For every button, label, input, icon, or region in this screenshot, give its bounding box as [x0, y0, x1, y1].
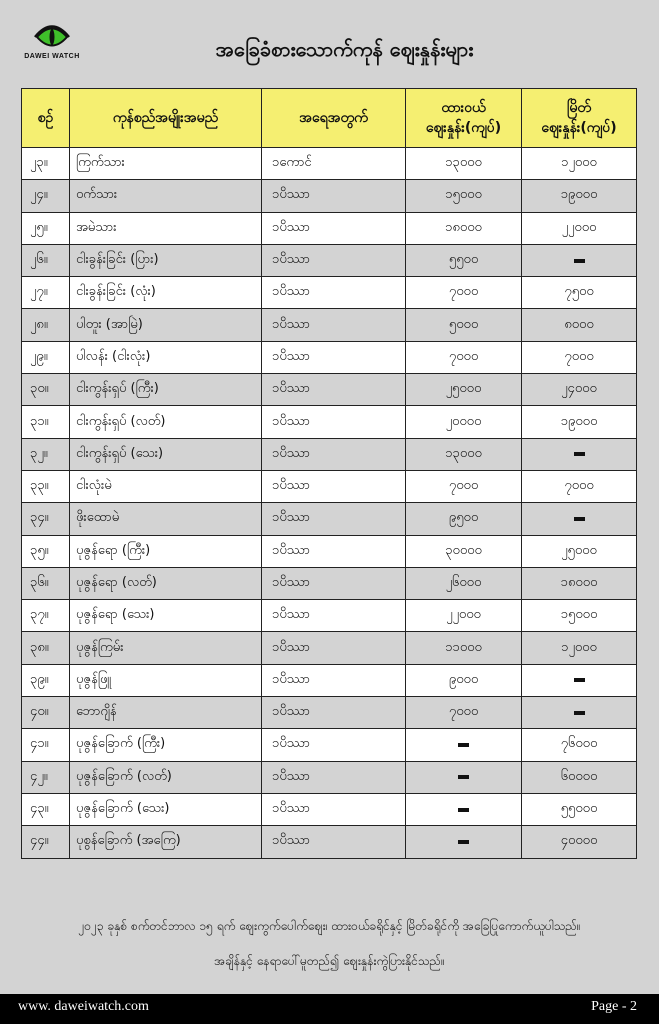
- item-name: ပုဇွန်ခြောက် (လတ်): [70, 761, 262, 793]
- table-body: [22, 148, 637, 859]
- dawei-price: ၇၀၀၀: [406, 341, 522, 373]
- myeik-price: ၈၀၀၀: [522, 309, 637, 341]
- item-name: ပုဇွန်ရော (ကြီး): [70, 535, 262, 567]
- table-row: [22, 374, 637, 406]
- item-name: ပုဇွန်ကြမ်း: [70, 632, 262, 664]
- item-name: ပုဇွန်ခြောက် (ကြီး): [70, 729, 262, 761]
- item-name: ငါးခွန်းခြင်း (ပြား): [70, 244, 262, 276]
- item-name: ပါတူး (အာမြဲ): [70, 309, 262, 341]
- no-data-dash: [574, 517, 585, 521]
- page-header: [0, 0, 659, 85]
- no-data-dash: [458, 775, 469, 779]
- item-name: ငါးလုံးမဲ: [70, 470, 262, 502]
- quantity-unit: ၁ပိဿာ: [262, 826, 406, 858]
- page-title: အခြေခံစားသောက်ကုန် ဈေးနှုန်းများ: [215, 37, 474, 61]
- item-name: ပါလန်း (ငါးလုံး): [70, 341, 262, 373]
- myeik-price: ၇၆၀၀၀: [522, 729, 637, 761]
- row-number: ၂၈။: [22, 309, 70, 341]
- dawei-price: ၉၅၀၀: [406, 503, 522, 535]
- table-row: [22, 277, 637, 309]
- col-header-unit: အရေအတွက်: [262, 89, 406, 148]
- quantity-unit: ၁ပိဿာ: [262, 470, 406, 502]
- myeik-price: ၁၈၀၀၀: [522, 567, 637, 599]
- table-row: [22, 470, 637, 502]
- page-footer: [0, 994, 659, 1024]
- myeik-price: ၄၀၀၀၀: [522, 826, 637, 858]
- row-number: ၃၁။: [22, 406, 70, 438]
- table-row: [22, 761, 637, 793]
- dawei-price: ၁၃၀၀၀: [406, 438, 522, 470]
- no-data-dash: [574, 452, 585, 456]
- row-number: ၄၁။: [22, 729, 70, 761]
- page-number: Page - 2: [591, 999, 637, 1014]
- myeik-price: ၁၂၀၀၀: [522, 632, 637, 664]
- table-row: [22, 180, 637, 212]
- row-number: ၂၃။: [22, 148, 70, 180]
- table-row: [22, 341, 637, 373]
- dawei-price: ၂၀၀၀၀: [406, 406, 522, 438]
- price-table: [21, 88, 637, 859]
- quantity-unit: ၁ပိဿာ: [262, 697, 406, 729]
- dawei-price: ၅၅၀၀: [406, 244, 522, 276]
- row-number: ၂၄။: [22, 180, 70, 212]
- table-row: [22, 793, 637, 825]
- myeik-price: ၂၄၀၀၀: [522, 374, 637, 406]
- website-link[interactable]: www. daweiwatch.com: [18, 999, 149, 1014]
- myeik-price: ၁၅၀၀၀: [522, 600, 637, 632]
- row-number: ၂၆။: [22, 244, 70, 276]
- row-number: ၃၃။: [22, 470, 70, 502]
- row-number: ၄၃။: [22, 793, 70, 825]
- no-data-dash: [574, 678, 585, 682]
- row-number: ၄၀။: [22, 697, 70, 729]
- myeik-price: ၁၉၀၀၀: [522, 406, 637, 438]
- dawei-price: [406, 826, 522, 858]
- col-header-myeik-price: မြိတ် ဈေးနှုန်း(ကျပ်): [522, 89, 637, 148]
- dawei-price: ၁၃၀၀၀: [406, 148, 522, 180]
- item-name: ဖိုးထောမဲ: [70, 503, 262, 535]
- no-data-dash: [458, 808, 469, 812]
- table-header-row: [22, 89, 637, 148]
- dawei-price: ၇၀၀၀: [406, 470, 522, 502]
- row-number: ၃၈။: [22, 632, 70, 664]
- note-disclaimer: အချိန်နှင့် နေရာပေါ်မူတည်၍ ဈေးနှုန်းကွဲပြားနိုင်သည်။: [214, 954, 445, 968]
- table-row: [22, 632, 637, 664]
- dawei-price: ၁၈၀၀၀: [406, 212, 522, 244]
- dawei-price: [406, 761, 522, 793]
- quantity-unit: ၁ပိဿာ: [262, 567, 406, 599]
- item-name: ငါးကွန်းရှပ် (လတ်): [70, 406, 262, 438]
- item-name: ကြက်သား: [70, 148, 262, 180]
- row-number: ၃၉။: [22, 664, 70, 696]
- col-header-no: စဉ်: [22, 89, 70, 148]
- quantity-unit: ၁ပိဿာ: [262, 309, 406, 341]
- quantity-unit: ၁ပိဿာ: [262, 341, 406, 373]
- myeik-price: ၁၂၀၀၀: [522, 148, 637, 180]
- table-row: [22, 212, 637, 244]
- quantity-unit: ၁ပိဿာ: [262, 503, 406, 535]
- row-number: ၂၇။: [22, 277, 70, 309]
- row-number: ၃၀။: [22, 374, 70, 406]
- myeik-price: ၂၅၀၀၀: [522, 535, 637, 567]
- quantity-unit: ၁ပိဿာ: [262, 244, 406, 276]
- dawei-price: ၁၅၀၀၀: [406, 180, 522, 212]
- myeik-price: ၆၀၀၀၀: [522, 761, 637, 793]
- table-row: [22, 309, 637, 341]
- no-data-dash: [458, 743, 469, 747]
- table-row: [22, 503, 637, 535]
- dawei-price: ၁၁၀၀၀: [406, 632, 522, 664]
- quantity-unit: ၁ပိဿာ: [262, 664, 406, 696]
- row-number: ၃၇။: [22, 600, 70, 632]
- row-number: ၂၅။: [22, 212, 70, 244]
- table-row: [22, 729, 637, 761]
- item-name: ပုဇွန်ရော (လတ်): [70, 567, 262, 599]
- row-number: ၃၂။: [22, 438, 70, 470]
- table-row: [22, 826, 637, 858]
- dawei-price: ၇၀၀၀: [406, 277, 522, 309]
- table-row: [22, 244, 637, 276]
- myeik-price: [522, 438, 637, 470]
- table-row: [22, 697, 637, 729]
- item-name: ပုဇွန်ခြောက် (သေး): [70, 793, 262, 825]
- no-data-dash: [574, 711, 585, 715]
- dawei-price: ၂၆၀၀၀: [406, 567, 522, 599]
- table-row: [22, 406, 637, 438]
- table-row: [22, 438, 637, 470]
- table-row: [22, 664, 637, 696]
- myeik-price: [522, 664, 637, 696]
- myeik-price: [522, 697, 637, 729]
- row-number: ၃၆။: [22, 567, 70, 599]
- myeik-price: ၇၅၀၀: [522, 277, 637, 309]
- dawei-price: [406, 793, 522, 825]
- row-number: ၂၉။: [22, 341, 70, 373]
- quantity-unit: ၁ပိဿာ: [262, 438, 406, 470]
- eye-icon: [34, 22, 70, 52]
- logo-text: DAWEI WATCH: [24, 53, 80, 60]
- logo: [22, 22, 82, 72]
- item-name: ငါးကွန်းရှပ် (ကြီး): [70, 374, 262, 406]
- myeik-price: [522, 244, 637, 276]
- quantity-unit: ၁ပိဿာ: [262, 406, 406, 438]
- quantity-unit: ၁ပိဿာ: [262, 374, 406, 406]
- dawei-price: ၂၅၀၀၀: [406, 374, 522, 406]
- myeik-price: ၇၀၀၀: [522, 470, 637, 502]
- item-name: အမဲသား: [70, 212, 262, 244]
- dawei-price: ၇၀၀၀: [406, 697, 522, 729]
- quantity-unit: ၁ပိဿာ: [262, 761, 406, 793]
- quantity-unit: ၁ပိဿာ: [262, 212, 406, 244]
- item-name: ပုစွန်ခြောက် (အကြေ): [70, 826, 262, 858]
- dawei-price: [406, 729, 522, 761]
- item-name: ငါးခွန်းခြင်း (လုံး): [70, 277, 262, 309]
- item-name: ပုဇွန်ဖြူ: [70, 664, 262, 696]
- myeik-price: ၅၅၀၀၀: [522, 793, 637, 825]
- no-data-dash: [574, 259, 585, 263]
- col-header-item: ကုန်စည်အမျိုးအမည်: [70, 89, 262, 148]
- item-name: ဝက်သား: [70, 180, 262, 212]
- col-header-dawei-price: ထားဝယ် ဈေးနှုန်း(ကျပ်): [406, 89, 522, 148]
- table-row: [22, 600, 637, 632]
- quantity-unit: ၁ပိဿာ: [262, 180, 406, 212]
- item-name: ပုဇွန်ရော (သေး): [70, 600, 262, 632]
- quantity-unit: ၁ပိဿာ: [262, 632, 406, 664]
- quantity-unit: ၁ပိဿာ: [262, 277, 406, 309]
- row-number: ၄၄။: [22, 826, 70, 858]
- dawei-price: ၉၀၀၀: [406, 664, 522, 696]
- dawei-price: ၂၂၀၀၀: [406, 600, 522, 632]
- row-number: ၃၅။: [22, 535, 70, 567]
- myeik-price: ၂၂၀၀၀: [522, 212, 637, 244]
- myeik-price: ၁၉၀၀၀: [522, 180, 637, 212]
- no-data-dash: [458, 840, 469, 844]
- table-row: [22, 535, 637, 567]
- quantity-unit: ၁ပိဿာ: [262, 600, 406, 632]
- table-row: [22, 567, 637, 599]
- dawei-price: ၅၀၀၀: [406, 309, 522, 341]
- dawei-price: ၃၀၀၀၀: [406, 535, 522, 567]
- quantity-unit: ၁ပိဿာ: [262, 729, 406, 761]
- note-source: ၂၀၂၃ ခုနှစ် စက်တင်ဘာလ ၁၅ ရက် ဈေးကွက်ပေါက်ဈေး၊ ထားဝယ်ခရိုင်နှင့် မြိတ်ခရိုင်ကို အခြေပြုကောက်ယူပါသည်။: [78, 919, 581, 933]
- item-name: ဘောဂျိန်: [70, 697, 262, 729]
- myeik-price: [522, 503, 637, 535]
- row-number: ၄၂။: [22, 761, 70, 793]
- quantity-unit: ၁ပိဿာ: [262, 793, 406, 825]
- item-name: ငါးကွန်းရှပ် (သေး): [70, 438, 262, 470]
- quantity-unit: ၁ပိဿာ: [262, 535, 406, 567]
- row-number: ၃၄။: [22, 503, 70, 535]
- quantity-unit: ၁ကောင်: [262, 148, 406, 180]
- myeik-price: ၇၀၀၀: [522, 341, 637, 373]
- table-row: [22, 148, 637, 180]
